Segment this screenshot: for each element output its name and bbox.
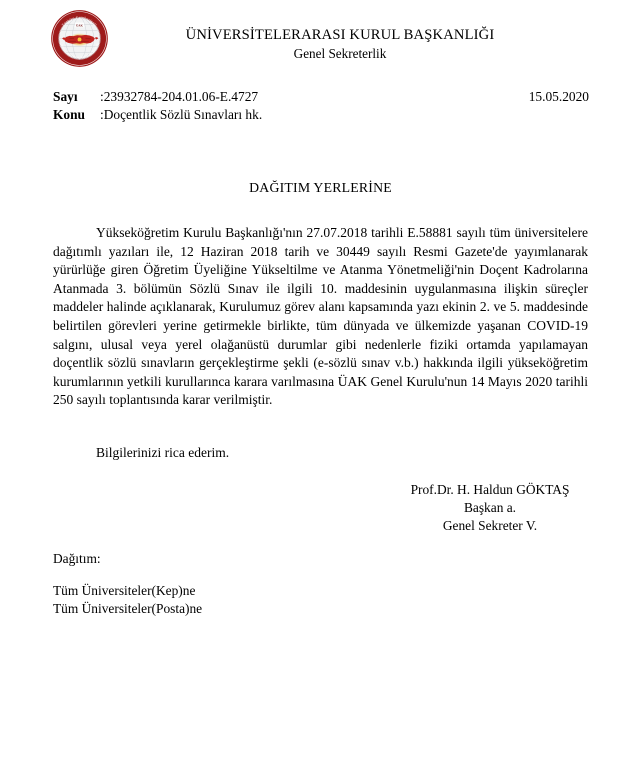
reference-row-sayi	[53, 88, 383, 106]
reference-block	[53, 88, 383, 123]
reference-row-konu	[53, 106, 383, 124]
letterhead	[0, 0, 641, 82]
body-block	[53, 224, 588, 410]
svg-text:Üniversitelerarası Kurul Başka: Üniversitelerarası Kurul Başkanlığı	[59, 41, 100, 59]
reference-value-sayi: 23932784-204.01.06-E.4727	[103, 89, 259, 104]
signer-name: Prof.Dr. H. Haldun GÖKTAŞ	[410, 482, 570, 497]
distribution-item: Tüm Üniversiteler(Kep)ne	[53, 583, 196, 599]
reference-colon-sayi: :	[100, 89, 104, 104]
reference-label-sayi: Sayı	[53, 89, 78, 104]
reference-value-konu: Doçentlik Sözlü Sınavları hk.	[103, 106, 263, 122]
organization-block	[120, 27, 560, 62]
uak-seal-icon	[50, 9, 109, 68]
signature-block	[370, 481, 610, 536]
signer-title: Genel Sekreter V.	[442, 518, 538, 534]
distribution-item: Tüm Üniversiteler(Posta)ne	[53, 601, 203, 617]
distribution-title: Dağıtım:	[53, 551, 101, 566]
svg-text:ÜAK: ÜAK	[76, 23, 83, 28]
organization-name: ÜNİVERSİTELERARASI KURUL BAŞKANLIĞI	[185, 27, 495, 43]
reference-colon-konu: :	[100, 106, 104, 122]
organization-department: Genel Sekreterlik	[293, 46, 387, 61]
signer-on-behalf: Başkan a.	[463, 500, 517, 516]
body-paragraph: Yükseköğretim Kurulu Başkanlığı'nın 27.07.2018 tarihli E.58881 sayılı tüm üniversitelere dağıtımlı yazıları ile, 12 Haziran 2018 tarih ve 30449 sayılı Resmi Gazete'de yayımlanarak yürürlüğe giren Öğretim Üyeliğine Yükseltilme ve Atanma Yönetmeliği'nin Doçent Kadrolarına Atanmada 3. bölümün Sözlü Sınav ile ilgili 10. maddesinin uygulanmasına ilişkin süreçler maddeler halinde açıklanarak, Kurulumuz görev alanı kapsamında yazı ekinin 2. ve 5. maddesinde belirtilen görevleri yerine getirmekle birlikte, tüm dünyada ve ülkemizde yaşanan COVID-19 salgını, ulusal veya yerel olağanüstü durumlar gibi nedenlerle fiziki ortamda yapılamayan doçentlik sözlü sınavların gerçekleştirme şekli (e-sözlü sınav v.b.) hakkında ilgili yükseköğretim kurumlarının yetkili kurullarınca karara varılmasına ÜAK Genel Kurulu'nun 14 Mayıs 2020 tarihli 250 sayılı toplantısında karar verilmiştir.	[53, 225, 588, 408]
addressee-heading: DAĞITIM YERLERİNE	[249, 180, 392, 195]
distribution-block	[53, 550, 202, 619]
document-date: 15.05.2020	[528, 89, 589, 104]
svg-text:Türkiye Cumhuriyeti: Türkiye Cumhuriyeti	[61, 15, 98, 28]
reference-label-konu: Konu	[53, 106, 86, 122]
closing-line: Bilgilerinizi rica ederim.	[96, 445, 230, 460]
